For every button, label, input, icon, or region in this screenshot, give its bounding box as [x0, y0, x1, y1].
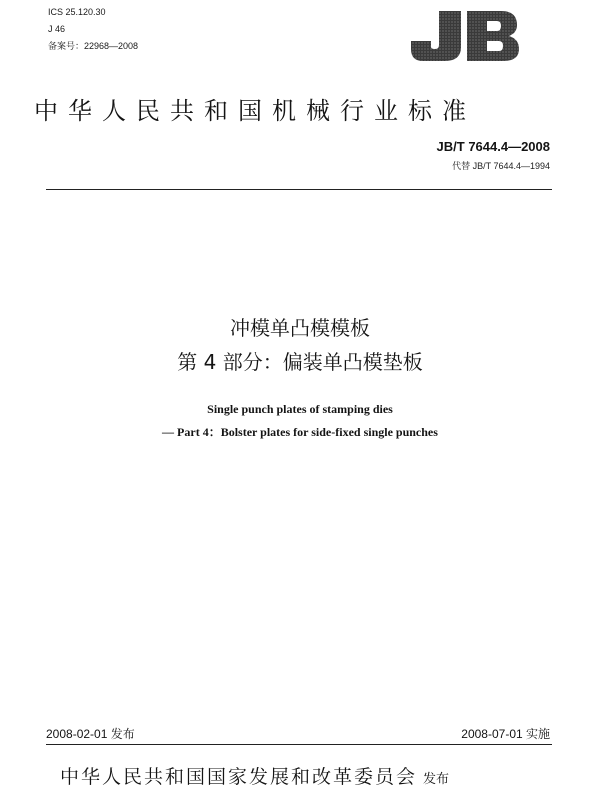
logo-text: JB: [409, 9, 410, 10]
jb-logo: [409, 9, 521, 63]
publication-date: 2008-02-01 发布: [46, 727, 135, 741]
bottom-divider: [46, 744, 552, 745]
issuer-action: 发布: [423, 772, 450, 787]
issuer-name: 中华人民共和国国家发展和改革委员会: [60, 766, 418, 788]
standard-category-title: 中华人民共和国机械行业标准: [34, 97, 476, 125]
top-divider: [46, 189, 552, 190]
ics-code: ICS 25.120.30: [48, 7, 106, 17]
english-title-line2: — Part 4：Bolster plates for side-fixed single punches: [162, 425, 438, 439]
classification-code: J 46: [48, 24, 66, 34]
record-number: 备案号：22968—2008: [48, 41, 139, 51]
english-title-line1: Single punch plates of stamping dies: [207, 402, 393, 416]
standard-number: JB/T 7644.4—2008: [436, 139, 550, 154]
chinese-title-line1: 冲模单凸模模板: [230, 316, 370, 340]
chinese-title-line2: 第 4 部分：偏装单凸模垫板: [177, 350, 423, 374]
replaced-standard: 代替 JB/T 7644.4—1994: [452, 161, 550, 171]
issuer: [60, 762, 449, 789]
implementation-date: 2008-07-01 实施: [461, 727, 550, 741]
